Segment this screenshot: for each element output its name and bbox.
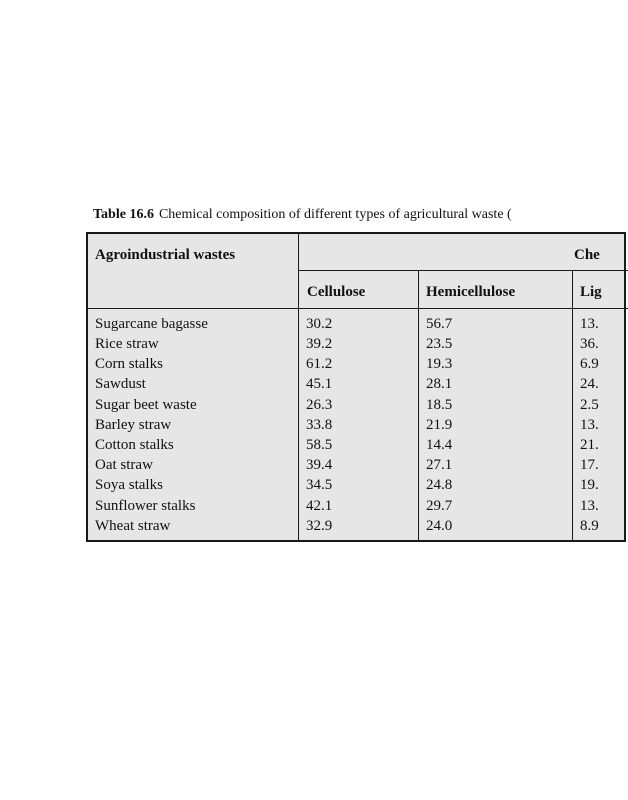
cellulose-cell: 61.2 bbox=[306, 356, 333, 372]
cellulose-cell: 33.8 bbox=[306, 417, 333, 433]
waste-cell: Barley straw bbox=[95, 417, 172, 433]
hemicellulose-cell: 14.4 bbox=[426, 437, 453, 453]
cellulose-cell: 42.1 bbox=[306, 498, 333, 514]
header-bottom-rule bbox=[88, 308, 628, 309]
waste-cell: Sunflower stalks bbox=[95, 498, 196, 514]
lignin-cell: 24. bbox=[580, 376, 599, 392]
waste-cell: Oat straw bbox=[95, 457, 153, 473]
waste-cell: Sugarcane bagasse bbox=[95, 316, 208, 332]
header-agroindustrial-wastes: Agroindustrial wastes bbox=[95, 247, 236, 263]
waste-cell: Cotton stalks bbox=[95, 437, 174, 453]
hemicellulose-cell: 21.9 bbox=[426, 417, 453, 433]
hemicellulose-cell: 24.8 bbox=[426, 477, 453, 493]
table-caption-text: Chemical composition of different types of agricultural waste ( bbox=[158, 207, 512, 222]
waste-cell: Soya stalks bbox=[95, 477, 163, 493]
cellulose-cell: 34.5 bbox=[306, 477, 333, 493]
waste-cell: Corn stalks bbox=[95, 356, 163, 372]
lignin-cell: 19. bbox=[580, 477, 599, 493]
lignin-cell: 13. bbox=[580, 498, 599, 514]
hemicellulose-cell: 56.7 bbox=[426, 316, 453, 332]
waste-cell: Wheat straw bbox=[95, 518, 171, 534]
lignin-cell: 21. bbox=[580, 437, 599, 453]
hemicellulose-cell: 29.7 bbox=[426, 498, 453, 514]
lignin-cell: 13. bbox=[580, 417, 599, 433]
header-lignin: Lig bbox=[580, 284, 602, 300]
header-chemical-composition: Che bbox=[574, 247, 600, 263]
lignin-cell: 6.9 bbox=[580, 356, 599, 372]
column-divider bbox=[418, 271, 419, 542]
hemicellulose-cell: 19.3 bbox=[426, 356, 453, 372]
cellulose-cell: 30.2 bbox=[306, 316, 333, 332]
waste-cell: Rice straw bbox=[95, 336, 159, 352]
hemicellulose-cell: 28.1 bbox=[426, 376, 453, 392]
waste-cell: Sugar beet waste bbox=[95, 397, 197, 413]
column-divider bbox=[572, 271, 573, 542]
lignin-cell: 17. bbox=[580, 457, 599, 473]
header-divider bbox=[298, 270, 628, 271]
lignin-cell: 8.9 bbox=[580, 518, 599, 534]
waste-cell: Sawdust bbox=[95, 376, 146, 392]
header-cellulose: Cellulose bbox=[307, 284, 366, 300]
lignin-cell: 2.5 bbox=[580, 397, 599, 413]
hemicellulose-cell: 23.5 bbox=[426, 336, 453, 352]
cellulose-cell: 32.9 bbox=[306, 518, 333, 534]
column-divider bbox=[298, 234, 299, 542]
composition-table bbox=[86, 232, 626, 542]
cellulose-cell: 58.5 bbox=[306, 437, 333, 453]
table-number: Table 16.6 bbox=[93, 207, 154, 222]
hemicellulose-cell: 27.1 bbox=[426, 457, 453, 473]
cellulose-cell: 39.2 bbox=[306, 336, 333, 352]
cellulose-cell: 45.1 bbox=[306, 376, 333, 392]
hemicellulose-cell: 18.5 bbox=[426, 397, 453, 413]
hemicellulose-cell: 24.0 bbox=[426, 518, 453, 534]
table-caption bbox=[93, 206, 512, 224]
header-hemicellulose: Hemicellulose bbox=[426, 284, 516, 300]
cellulose-cell: 26.3 bbox=[306, 397, 333, 413]
cellulose-cell: 39.4 bbox=[306, 457, 333, 473]
lignin-cell: 13. bbox=[580, 316, 599, 332]
lignin-cell: 36. bbox=[580, 336, 599, 352]
